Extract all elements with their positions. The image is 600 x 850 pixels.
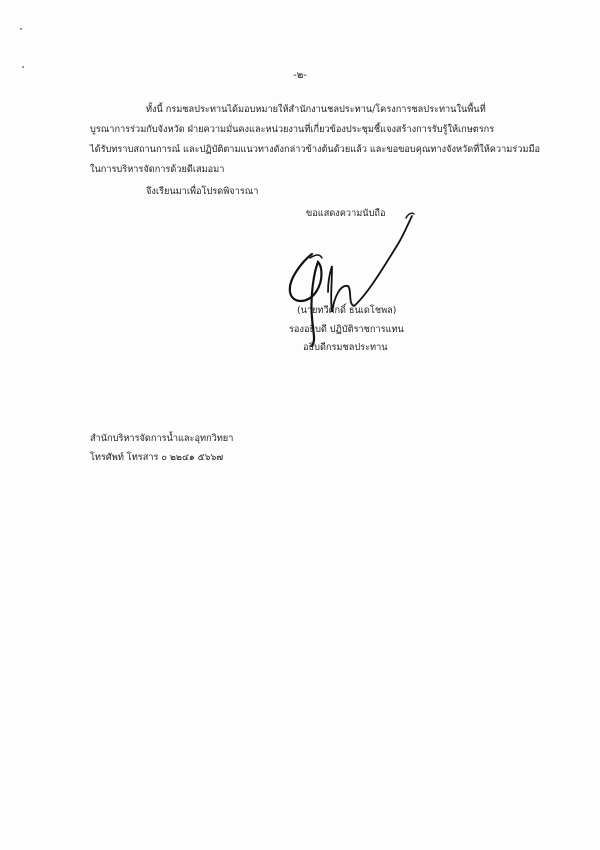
scan-speck	[20, 28, 22, 30]
request-paragraph	[90, 182, 520, 202]
signatory-position: รองอธิบดี ปฏิบัติราชการแทน	[289, 324, 404, 335]
footer-office: สำนักบริหารจัดการน้ำและอุทกวิทยา	[90, 433, 234, 444]
paragraph-line: ในการบริหารจัดการด้วยดีเสมอมา	[90, 164, 225, 175]
request-line: จึงเรียนมาเพื่อโปรดพิจารณา	[146, 186, 259, 197]
footer-block	[90, 429, 233, 467]
closing-salutation: ขอแสดงความนับถือ	[306, 208, 386, 219]
paragraph-line: ได้รับทราบสถานการณ์ และปฏิบัติตามแนวทางดังกล่าวข้างต้นด้วยแล้ว และขอขอบคุณทางจังหวัดที่ให้ความร่วมมือ	[90, 144, 541, 155]
paragraph-line: บูรณาการร่วมกับจังหวัด ฝ่ายความมั่นคงและหน่วยงานที่เกี่ยวข้องประชุมชี้แจงสร้างการรับรู้ให้เกษตรกร	[90, 124, 495, 135]
page-number: -๒-	[293, 70, 307, 81]
footer-contact: โทรศัพท์ โทรสาร ๐ ๒๒๔๑ ๕๖๖๗	[90, 452, 224, 463]
paragraph-line: ทั้งนี้ กรมชลประทานได้มอบหมายให้สำนักงานชลประทาน/โครงการชลประทานในพื้นที่	[146, 104, 486, 115]
signatory-position-title: อธิบดีกรมชลประทาน	[303, 342, 388, 353]
body-paragraph	[90, 100, 541, 180]
signatory-name: (นายทวีศักดิ์ ธนเดโชพล)	[297, 305, 397, 316]
